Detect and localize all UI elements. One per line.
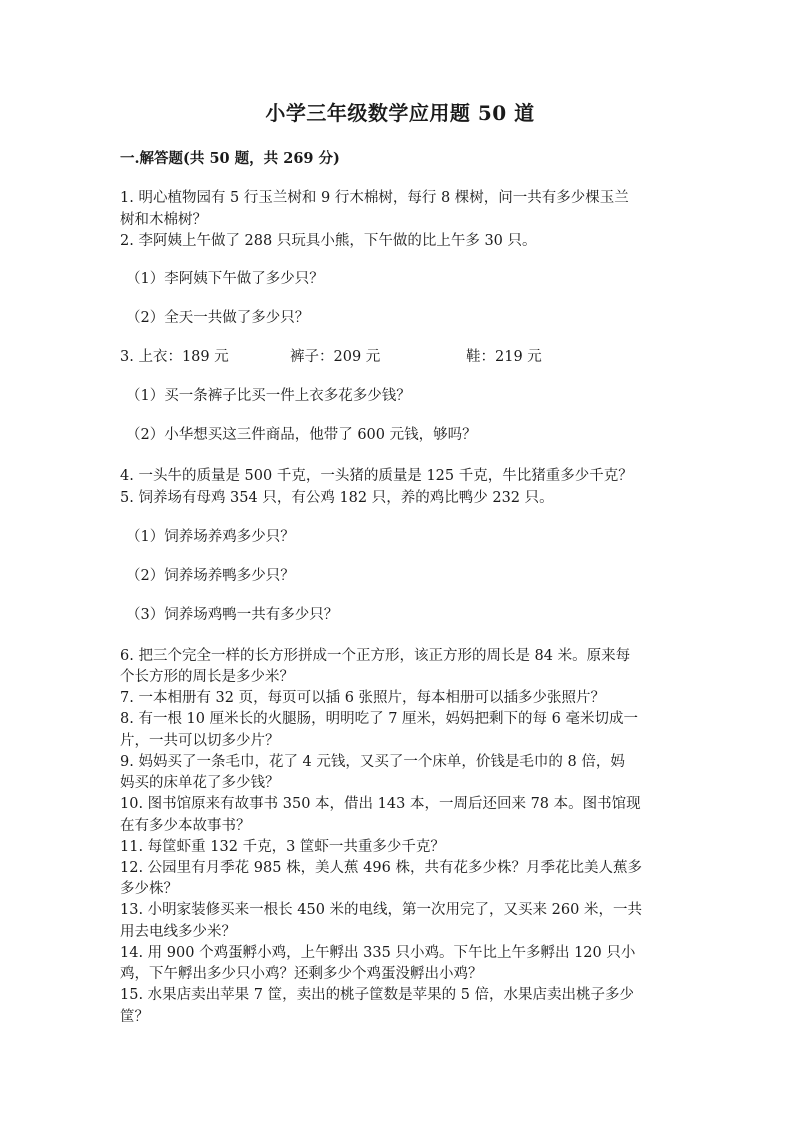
question-1-line-2: 树和木棉树？	[120, 212, 207, 228]
question-10-line-1: 10. 图书馆原来有故事书 350 本，借出 143 本，一周后还回来 78 本。图书馆现	[120, 796, 641, 812]
question-5-part-2: （2）饲养场养鸭多少只？	[126, 568, 295, 584]
question-13-line-2: 用去电线多少米？	[120, 924, 236, 940]
question-15-line-1: 15. 水果店卖出苹果 7 筐，卖出的桃子筐数是苹果的 5 倍，水果店卖出桃子多少	[120, 987, 635, 1003]
question-2-part-1: （1）李阿姨下午做了多少只？	[126, 271, 324, 287]
question-3-prices	[120, 346, 690, 368]
question-8-line-2: 片，一共可以切多少片？	[120, 733, 280, 749]
question-1-line-1: 1. 明心植物园有 5 行玉兰树和 9 行木棉树，每行 8 棵树，问一共有多少棵玉兰	[120, 190, 629, 206]
price-coat: 3. 上衣：189 元	[120, 349, 229, 365]
question-11: 11. 每筐虾重 132 千克，3 筐虾一共重多少千克？	[120, 839, 445, 855]
question-10-line-2: 在有多少本故事书？	[120, 818, 251, 834]
question-14-line-2: 鸡，下午孵出多少只小鸡？还剩多少个鸡蛋没孵出小鸡？	[120, 966, 483, 982]
question-12-line-1: 12. 公园里有月季花 985 株，美人蕉 496 株，共有花多少株？月季花比美人蕉多	[120, 860, 642, 876]
question-14-line-1: 14. 用 900 个鸡蛋孵小鸡，上午孵出 335 只小鸡。下午比上午多孵出 120 只小	[120, 945, 636, 961]
question-13-line-1: 13. 小明家装修买来一根长 450 米的电线，第一次用完了，又买来 260 米，一共	[120, 902, 642, 918]
price-shoes: 鞋：219 元	[466, 349, 542, 365]
question-7: 7. 一本相册有 32 页，每页可以插 6 张照片，每本相册可以插多少张照片？	[120, 690, 606, 706]
question-9-line-2: 妈买的床单花了多少钱？	[120, 775, 280, 791]
question-3-part-1: （1）买一条裤子比买一件上衣多花多少钱？	[126, 388, 411, 404]
question-4: 4. 一头牛的质量是 500 千克，一头猪的质量是 125 千克，牛比猪重多少千克？	[120, 468, 633, 484]
question-5: 5. 饲养场有母鸡 354 只，有公鸡 182 只，养的鸡比鸭少 232 只。	[120, 490, 554, 506]
price-pants: 裤子：209 元	[290, 349, 381, 365]
question-6-line-1: 6. 把三个完全一样的长方形拼成一个正方形，该正方形的周长是 84 米。原来每	[120, 648, 631, 664]
question-9-line-1: 9. 妈妈买了一条毛巾，花了 4 元钱，又买了一个床单，价钱是毛巾的 8 倍，妈	[120, 754, 625, 770]
question-8-line-1: 8. 有一根 10 厘米长的火腿肠，明明吃了 7 厘米，妈妈把剩下的每 6 毫米切成一	[120, 711, 638, 727]
question-12-line-2: 多少株？	[120, 881, 178, 897]
question-5-part-3: （3）饲养场鸡鸭一共有多少只？	[126, 607, 339, 623]
section-heading: 一.解答题(共 50 题，共 269 分)	[120, 150, 340, 167]
question-2-part-2: （2）全天一共做了多少只？	[126, 310, 310, 326]
question-2: 2. 李阿姨上午做了 288 只玩具小熊，下午做的比上午多 30 只。	[120, 233, 537, 249]
question-15-line-2: 筐？	[120, 1009, 149, 1025]
question-6-line-2: 个长方形的周长是多少米？	[120, 669, 294, 685]
question-5-part-1: （1）饲养场养鸡多少只？	[126, 529, 295, 545]
page-title: 小学三年级数学应用题 50 道	[265, 101, 535, 125]
question-3-part-2: （2）小华想买这三件商品，他带了 600 元钱，够吗？	[126, 427, 477, 443]
